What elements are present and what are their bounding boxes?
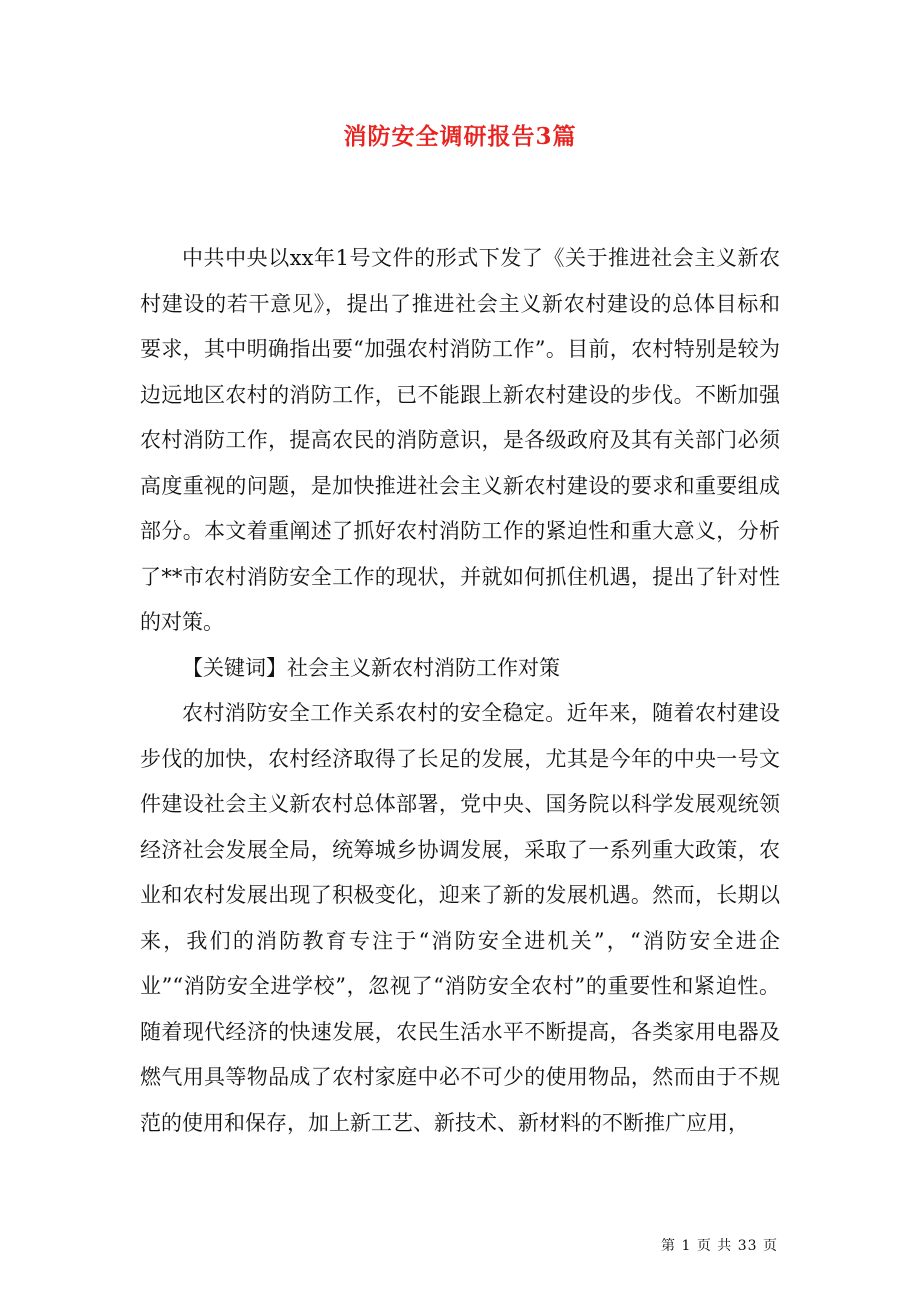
document-body [140, 236, 780, 1146]
abstract-paragraph: 中共中央以xx年1号文件的形式下发了《关于推进社会主义新农村建设的若干意见》，提出了推进社会主义新农村建设的总体目标和要求，其中明确指出要“加强农村消防工作”。目前，农村特别是较为边远地区农村的消防工作，已不能跟上新农村建设的步伐。不断加强农村消防工作，提高农民的消防意识，是各级政府及其有关部门必须高度重视的问题，是加快推进社会主义新农村建设的要求和重要组成部分。本文着重阐述了抓好农村消防工作的紧迫性和重大意义，分析了**市农村消防安全工作的现状，并就如何抓住机遇，提出了针对性的对策。 [140, 246, 780, 634]
page-footer: 第 1 页 共 33 页 [661, 1238, 778, 1254]
body-paragraph: 农村消防安全工作关系农村的安全稳定。近年来，随着农村建设步伐的加快，农村经济取得了长足的发展，尤其是今年的中央一号文件建设社会主义新农村总体部署，党中央、国务院以科学发展观统领经济社会发展全局，统筹城乡协调发展，采取了一系列重大政策，农业和农村发展出现了积极变化，迎来了新的发展机遇。然而，长期以来，我们的消防教育专注于“消防安全进机关”，“消防安全进企业”“消防安全进学校”，忽视了“消防安全农村”的重要性和紧迫性。随着现代经济的快速发展，农民生活水平不断提高，各类家用电器及燃气用具等物品成了农村家庭中必不可少的使用物品，然而由于不规范的使用和保存，加上新工艺、新技术、新材料的不断推广应用， [140, 701, 780, 1135]
keywords-paragraph: 【关键词】社会主义新农村消防工作对策 [182, 655, 560, 680]
document-title: 消防安全调研报告3篇 [343, 123, 577, 150]
